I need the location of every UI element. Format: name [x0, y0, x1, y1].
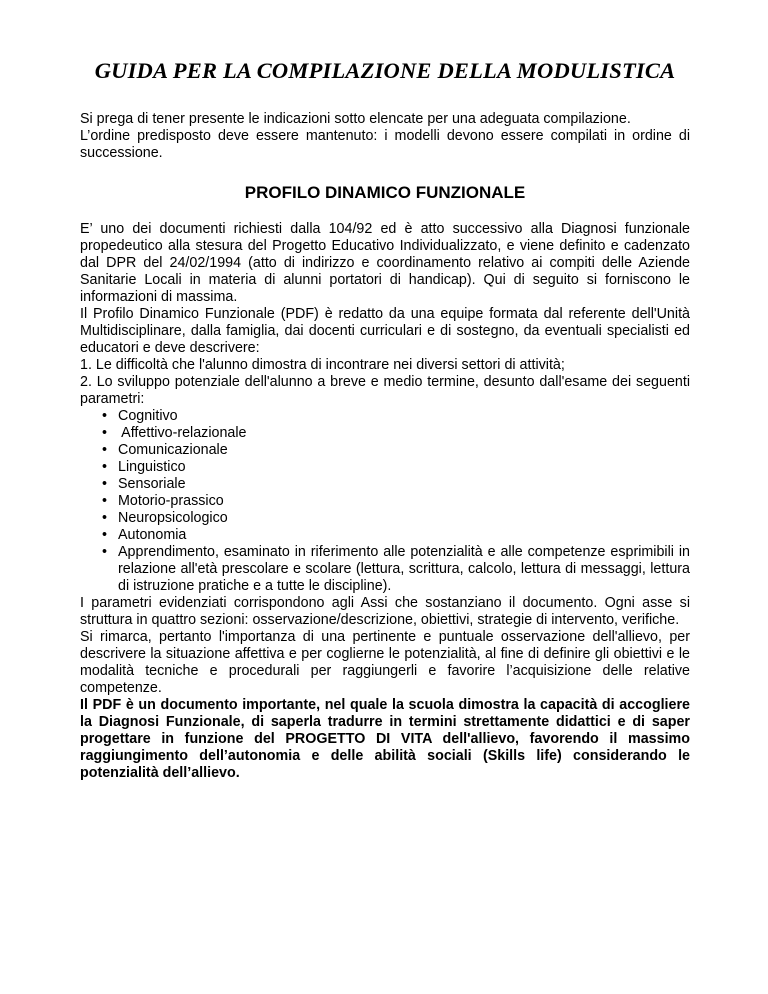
list-item — [102, 425, 690, 442]
numbered-point: 1. Le difficoltà che l'alunno dimostra di incontrare nei diversi settori di attività; — [80, 357, 565, 373]
list-item — [102, 510, 690, 527]
bullet-icon: • — [102, 476, 108, 492]
section-title: PROFILO DINAMICO FUNZIONALE — [244, 183, 526, 202]
list-item — [102, 493, 690, 510]
list-item-text: Apprendimento, esaminato in riferimento alle potenzialità e alle competenze esprimibili in relazione all'età prescolare e scolare (lettura, scrittura, calcolo, lettura di messaggi, lettura di istruzione pratiche e a tutte le discipline). — [118, 544, 690, 594]
bullet-icon: • — [102, 408, 108, 424]
highlight-paragraph: Il PDF è un documento importante, nel quale la scuola dimostra la capacità di accogliere la Diagnosi Funzionale, di saperla tradurre in termini strettamente didattici e di saper progettare in funzione del PROGETTO DI VITA dell'allievo, favorendo il massimo raggiungimento dell’autonomia e delle abilità sociali (Skills life) considerando le potenzialità dell’allievo. — [80, 697, 690, 781]
intro-line: Si prega di tener presente le indicazioni sotto elencate per una adeguata compilazione. — [80, 111, 631, 127]
bullet-icon: • — [102, 459, 108, 475]
bullet-icon: • — [102, 510, 108, 526]
list-item — [102, 544, 690, 595]
bullet-icon: • — [102, 527, 108, 543]
parameters-list — [80, 408, 690, 595]
list-item — [102, 476, 690, 493]
paragraph: I parametri evidenziati corrispondono agli Assi che sostanziano il documento. Ogni asse si struttura in quattro sezioni: osservazione/descrizione, obiettivi, strategie di intervento, verifiche. — [80, 595, 690, 628]
list-item-text: Sensoriale — [118, 476, 186, 492]
paragraph: Il Profilo Dinamico Funzionale (PDF) è redatto da una equipe formata dal referente dell'Unità Multidisciplinare, dalla famiglia, dai docenti curriculari e di sostegno, da eventuali specialisti ed educatori e deve descrivere: — [80, 306, 690, 356]
intro-line: L’ordine predisposto deve essere mantenuto: i modelli devono essere compilati in ordine di successione. — [80, 128, 690, 161]
paragraph: Si rimarca, pertanto l'importanza di una pertinente e puntuale osservazione dell'allievo, per descrivere la situazione affettiva e per coglierne le potenzialità, al fine di definire gli obiettivi e le modalità tecniche e procedurali per raggiungerli e favorire l’acquisizione delle relative competenze. — [80, 629, 690, 696]
bullet-icon: • — [102, 425, 108, 441]
list-item-text: Autonomia — [118, 527, 187, 543]
list-item-text: Comunicazionale — [118, 442, 228, 458]
list-item — [102, 408, 690, 425]
list-item-text: Cognitivo — [118, 408, 178, 424]
list-item — [102, 459, 690, 476]
document-page — [80, 58, 690, 782]
list-item — [102, 527, 690, 544]
paragraph: E’ uno dei documenti richiesti dalla 104/92 ed è atto successivo alla Diagnosi funzionale propedeutico alla stesura del Progetto Educativo Individualizzato, e viene definito e cadenzato dal DPR del 24/02/1994 (atto di indirizzo e coordinamento relativo ai compiti delle Aziende Sanitarie Locali in materia di alunni portatori di handicap). Qui di seguito si forniscono le informazioni di massima. — [80, 221, 690, 305]
list-item-text: Neuropsicologico — [118, 510, 228, 526]
list-item-text: Linguistico — [118, 459, 186, 475]
bullet-icon: • — [102, 493, 108, 509]
bullet-icon: • — [102, 442, 108, 458]
list-item — [102, 442, 690, 459]
document-title: GUIDA PER LA COMPILAZIONE DELLA MODULISTICA — [94, 58, 676, 83]
intro-section — [80, 111, 690, 162]
bullet-icon: • — [102, 544, 108, 560]
list-item-text: Motorio-prassico — [118, 493, 224, 509]
section-body — [80, 221, 690, 782]
list-item-text: Affettivo-relazionale — [118, 425, 247, 441]
numbered-point: 2. Lo sviluppo potenziale dell'alunno a breve e medio termine, desunto dall'esame dei seguenti parametri: — [80, 374, 690, 407]
